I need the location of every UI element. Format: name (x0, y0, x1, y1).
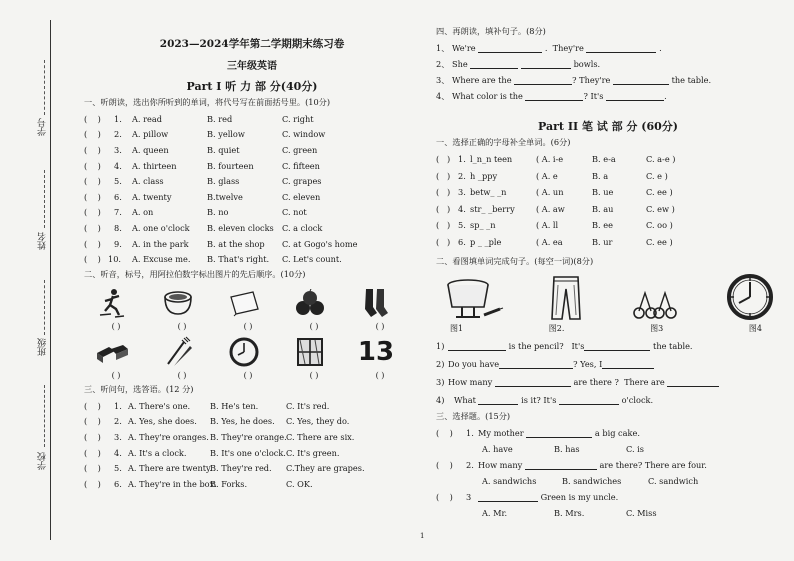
option-a: A. class (132, 176, 164, 187)
options-row (436, 505, 780, 521)
answer-blank[interactable] (606, 91, 664, 101)
option-b: B. au (592, 203, 614, 214)
clock-icon (226, 335, 262, 369)
section-instruction: 三、听问句，选答语。(12 分) (84, 383, 194, 394)
sentence-text: What color is the (452, 91, 523, 101)
school-label: 学校 (38, 452, 48, 470)
option-a: A. They're in the box. (128, 478, 217, 489)
question-number: 5. (458, 220, 466, 231)
question-number: 5. (114, 176, 122, 187)
option-c: C. a-e ) (646, 154, 676, 165)
option-c: C. It's red. (286, 400, 330, 411)
option-b: B.twelve (207, 191, 243, 202)
sentence-text: ? Yes, (573, 359, 597, 369)
picture-answer-row-2 (98, 371, 398, 380)
option-b: B. Mrs. (554, 508, 585, 518)
question-text: are there? There are four. (599, 460, 707, 470)
number-13-icon: 13 (357, 336, 395, 367)
picture-sentence-list (436, 337, 780, 409)
sentence-text: We're (452, 43, 476, 53)
question-row (436, 217, 780, 234)
answer-bracket[interactable]: ( ) (84, 400, 101, 411)
sentence-text: is the pencil? (508, 341, 564, 351)
option-b: B. e-a (592, 154, 616, 165)
question-row (436, 201, 780, 218)
sentence-text: I (599, 359, 603, 369)
question-number: 6. (114, 191, 122, 202)
sentence-text: ? They're (572, 75, 611, 85)
answer-bracket[interactable]: ( ) (243, 321, 253, 331)
option-a: A. queen (132, 144, 169, 155)
fill-line[interactable] (44, 60, 46, 115)
paper-icon (226, 286, 262, 320)
option-c: C. eleven (282, 191, 321, 202)
question-row (84, 445, 420, 461)
part1-title: Part I 听 力 部 分(40分) (186, 80, 318, 93)
picture-row-2 (94, 335, 394, 369)
question-row (84, 398, 420, 414)
option-c: C. at Gogo's home (282, 238, 358, 249)
question-row (436, 88, 780, 104)
answer-bracket[interactable]: ( ) (84, 416, 101, 427)
option-a: A. read (132, 113, 162, 124)
question-number: 2. (466, 460, 474, 470)
fill-sentence-list (436, 40, 780, 104)
answer-bracket[interactable]: ( ) (436, 460, 453, 470)
picture-answer-row-1 (98, 322, 398, 331)
option-b: B. a (592, 170, 609, 181)
sentence-text: What (454, 395, 476, 405)
option-c: C. ew ) (646, 203, 675, 214)
question-number: 2. (114, 129, 122, 140)
answer-bracket[interactable]: ( ) (84, 144, 101, 155)
figure-row (444, 273, 774, 321)
answer-blank[interactable] (478, 43, 542, 53)
question-number: 2) (436, 359, 445, 369)
option-a: A. one o'clock (132, 222, 190, 233)
option-b: B. They're orange. (210, 431, 287, 442)
sentence-text: There are (624, 377, 665, 387)
answer-blank[interactable] (526, 428, 592, 438)
answer-blank[interactable] (602, 359, 654, 369)
option-b: B. ee (592, 220, 613, 231)
option-a: A. twenty (132, 191, 172, 202)
question-number: 3 (466, 492, 472, 502)
option-a: A. sandwichs (482, 476, 537, 486)
answer-bracket[interactable]: ( ) (309, 370, 319, 380)
option-c: C. window (282, 129, 326, 140)
sentence-text: o'clock. (621, 395, 654, 405)
option-c: C. is (626, 444, 644, 454)
option-a: A. Excuse me. (132, 254, 191, 265)
option-b: B. ur (592, 236, 613, 247)
question-number: 1. (466, 428, 474, 438)
option-b: B. no (207, 207, 229, 218)
question-number: 2. (114, 416, 122, 427)
question-number: 6. (114, 478, 122, 489)
question-row (84, 158, 420, 174)
answer-bracket[interactable]: ( ) (436, 203, 451, 214)
question-row (84, 220, 420, 236)
option-c: C. It's green. (286, 447, 340, 458)
answer-blank[interactable] (559, 395, 619, 405)
fill-line[interactable] (44, 385, 46, 447)
answer-bracket[interactable]: ( ) (84, 129, 101, 140)
answer-bracket[interactable]: ( ) (436, 220, 451, 231)
answer-blank[interactable] (495, 377, 571, 387)
section-instruction: 一、听朗读，选出你所听到的单词，将代号写在前面括号里。(10分) (84, 97, 331, 107)
option-b: B. It's one o'clock. (210, 447, 286, 458)
question-number: 8. (114, 222, 122, 233)
option-c: C. e ) (646, 170, 668, 181)
figure-label: 图4 (748, 324, 762, 333)
question-number: 4. (458, 203, 466, 214)
figure-label: 图1 (450, 324, 464, 333)
answer-bracket[interactable]: ( ) (375, 321, 385, 331)
answer-blank[interactable] (499, 359, 573, 369)
figure-label: 图3 (650, 324, 664, 333)
option-a: ( A. aw (536, 203, 565, 214)
blocks-icon (94, 335, 130, 369)
answer-blank[interactable] (478, 395, 518, 405)
question-text: a big cake. (594, 428, 640, 438)
question-row (84, 205, 420, 221)
question-row (84, 414, 420, 430)
answer-blank[interactable] (470, 59, 518, 69)
options-row (436, 473, 780, 489)
option-a: A. have (482, 444, 513, 454)
answer-bracket[interactable]: ( ) (436, 170, 451, 181)
option-b: B. ue (592, 187, 614, 198)
option-b: B. He's ten. (210, 400, 259, 411)
question-row (436, 489, 780, 505)
question-text: How many (478, 460, 523, 470)
answer-bracket[interactable]: ( ) (84, 113, 101, 124)
left-column (84, 34, 420, 492)
name-label: 姓名 (38, 232, 48, 250)
option-b: B. yellow (207, 129, 245, 140)
sentence-text: . (664, 91, 667, 101)
question-row (436, 373, 780, 391)
question-row (436, 168, 780, 185)
answer-bracket[interactable]: ( ) (84, 447, 101, 458)
option-a: A. It's a clock. (128, 447, 187, 458)
answer-bracket[interactable]: ( ) (177, 321, 187, 331)
option-c: C. Miss (626, 508, 657, 518)
question-number: 1. (114, 400, 122, 411)
right-column (436, 24, 780, 521)
fork-knife-icon (160, 335, 196, 369)
question-number: 2. (458, 170, 466, 181)
answer-bracket[interactable]: ( ) (84, 463, 101, 474)
answer-blank[interactable] (667, 377, 719, 387)
option-c: C. right (282, 113, 314, 124)
question-number: 5. (114, 463, 122, 474)
option-a: A. There are twenty. (128, 463, 213, 474)
exam-title: 2023—2024学年第二学期期末练习卷 (159, 38, 345, 50)
listening-response-list (84, 398, 420, 492)
question-row (436, 56, 780, 72)
option-a: A. in the park (132, 238, 189, 249)
question-row (84, 476, 420, 492)
figure-label: 图2. (548, 324, 565, 333)
option-b: B. at the shop (207, 238, 265, 249)
question-row (84, 189, 420, 205)
question-text: Green is my uncle. (540, 492, 619, 502)
section-instruction: 四、再朗读，填补句子。(8分) (436, 26, 546, 36)
options-row (436, 441, 780, 457)
answer-bracket[interactable]: ( ) (177, 370, 187, 380)
question-number: 3. (114, 144, 122, 155)
question-number: 6. (458, 236, 466, 247)
wall-clock-icon (726, 273, 774, 321)
option-c: C. grapes (282, 176, 322, 187)
option-b: B. Yes, he does. (210, 416, 275, 427)
question-row (84, 460, 420, 476)
answer-bracket[interactable]: ( ) (84, 160, 101, 171)
class-label: 班级 (38, 338, 48, 356)
answer-blank[interactable] (525, 91, 583, 101)
answer-blank[interactable] (613, 75, 669, 85)
listening-word-list (84, 111, 420, 267)
exam-subtitle: 三年级英语 (227, 61, 277, 72)
fill-line[interactable] (44, 170, 46, 228)
table-pencil-icon (444, 277, 504, 321)
option-a: ( A. un (536, 187, 564, 198)
question-row (84, 173, 420, 189)
option-b: B. has (554, 444, 580, 454)
option-b: B. glass (207, 176, 240, 187)
oranges-icon (292, 286, 328, 320)
answer-bracket[interactable]: ( ) (84, 238, 101, 249)
question-row (436, 72, 780, 88)
section-instruction: 二、看图填单词完成句子。(每空一词)(8分) (436, 256, 594, 266)
option-b: B. fourteen (207, 160, 254, 171)
picture-row-1 (94, 286, 394, 320)
answer-bracket[interactable]: ( ) (84, 431, 101, 442)
answer-bracket[interactable]: ( ) (436, 154, 451, 165)
student-number-label: 学号 (38, 118, 48, 136)
word-prompt: h _ppy (470, 170, 498, 181)
sentence-text: bowls. (573, 59, 601, 69)
question-row (84, 236, 420, 252)
option-c: C.They are grapes. (286, 463, 365, 474)
question-number: 10. (108, 254, 122, 265)
answer-blank[interactable] (586, 43, 656, 53)
fill-line[interactable] (44, 280, 46, 335)
pants-icon (549, 275, 583, 321)
option-a: ( A. ea (536, 236, 563, 247)
question-row (436, 457, 780, 473)
option-c: C. fifteen (282, 160, 320, 171)
sentence-text: Where are the (452, 75, 512, 85)
answer-bracket[interactable]: ( ) (84, 254, 101, 265)
question-number: 1、 (436, 42, 450, 53)
question-row (436, 355, 780, 373)
question-number: 3、 (436, 74, 450, 85)
answer-blank[interactable] (478, 492, 538, 502)
option-c: C. green (282, 144, 318, 155)
option-a: A. pillow (132, 129, 169, 140)
word-prompt: betw_ _n (470, 187, 507, 198)
section-instruction: 三、选择题。(15分) (436, 411, 511, 421)
option-c: C. Let's count. (282, 254, 342, 265)
question-row (436, 391, 780, 409)
page-number: 1 (420, 532, 425, 540)
word-prompt: sp_ _n (470, 220, 496, 231)
option-c: C. not (282, 207, 307, 218)
binding-margin (0, 0, 78, 561)
answer-blank[interactable] (584, 341, 650, 351)
option-a: A. thirteen (132, 160, 177, 171)
word-prompt: p _ _ple (470, 236, 502, 247)
answer-bracket[interactable]: ( ) (436, 187, 451, 198)
sentence-text: She (452, 59, 468, 69)
question-row (84, 429, 420, 445)
option-c: C. OK. (286, 478, 313, 489)
question-number: 4. (114, 447, 122, 458)
option-a: ( A. i-e (536, 154, 564, 165)
question-row (84, 127, 420, 143)
question-row (436, 234, 780, 251)
answer-bracket[interactable]: ( ) (84, 191, 101, 202)
question-row (436, 337, 780, 355)
answer-bracket[interactable]: ( ) (84, 222, 101, 233)
section-instruction: 二、听音，标号，用阿拉伯数字标出图片的先后顺序。(10分) (84, 268, 306, 279)
word-prompt: str_ _berry (470, 203, 515, 214)
window-icon (292, 335, 328, 369)
binding-line (50, 20, 51, 540)
question-number: 2、 (436, 58, 450, 69)
answer-bracket[interactable]: ( ) (436, 236, 451, 247)
option-c: C. a clock (282, 222, 323, 233)
option-c: C. ee ) (646, 236, 673, 247)
option-a: A. They're oranges. (128, 431, 209, 442)
answer-blank[interactable] (448, 341, 506, 351)
answer-bracket[interactable]: ( ) (84, 207, 101, 218)
option-b: B. They're red. (210, 463, 272, 474)
option-b: B. red (207, 113, 233, 124)
option-b: B. eleven clocks (207, 222, 274, 233)
answer-blank[interactable] (521, 59, 571, 69)
answer-bracket[interactable]: ( ) (243, 370, 253, 380)
option-c: C. Yes, they do. (286, 416, 350, 427)
question-number: 1. (114, 113, 122, 124)
answer-bracket[interactable]: ( ) (436, 428, 453, 438)
sentence-text: ? It's (583, 91, 604, 101)
figure-labels (450, 323, 762, 334)
question-row (84, 111, 420, 127)
option-b: B. That's right. (207, 254, 270, 265)
option-c: C. oo ) (646, 220, 673, 231)
answer-bracket[interactable]: ( ) (375, 370, 385, 380)
option-c: C. There are six. (286, 431, 355, 442)
question-number: 9. (114, 238, 122, 249)
option-c: C. ee ) (646, 187, 673, 198)
multiple-choice-list (436, 425, 780, 521)
sentence-text: It's (571, 341, 585, 351)
answer-bracket[interactable]: ( ) (309, 321, 319, 331)
question-number: 4. (114, 160, 122, 171)
question-number: 1. (458, 154, 466, 165)
question-number: 4) (436, 395, 445, 405)
question-number: 1) (436, 341, 445, 351)
letter-choice-list (436, 151, 780, 250)
cherries-icon (629, 287, 681, 321)
answer-bracket[interactable]: ( ) (436, 492, 453, 502)
option-a: A. on (132, 207, 154, 218)
answer-bracket[interactable]: ( ) (84, 176, 101, 187)
sentence-text: the table. (653, 341, 693, 351)
option-a: ( A. ll (536, 220, 559, 231)
question-text: My mother (478, 428, 524, 438)
sentence-text: How many (448, 377, 493, 387)
option-b: B. sandwiches (562, 476, 622, 486)
question-number: 3) (436, 377, 445, 387)
option-b: B. Forks. (210, 478, 248, 489)
answer-bracket[interactable]: ( ) (111, 370, 121, 380)
option-a: A. Yes, she does. (128, 416, 197, 427)
section-instruction: 一、选择正确的字母补全单词。(6分) (436, 137, 571, 147)
option-b: B. quiet (207, 144, 240, 155)
answer-bracket[interactable]: ( ) (84, 478, 101, 489)
question-row (436, 151, 780, 168)
option-c: C. sandwich (648, 476, 699, 486)
pot-icon (160, 286, 196, 320)
question-row: 1、 We're . They're . (436, 42, 662, 53)
sentence-text: Do you have (448, 359, 500, 369)
part2-title: Part II 笔 试 部 分 (60分) (538, 120, 678, 133)
question-number: 3. (458, 187, 466, 198)
answer-blank[interactable] (514, 75, 572, 85)
question-row (84, 142, 420, 158)
skater-icon (94, 286, 130, 320)
sentence-text: are there ? (573, 377, 619, 387)
answer-blank[interactable] (525, 460, 597, 470)
question-number: 4、 (436, 90, 450, 101)
option-a: ( A. e (536, 170, 558, 181)
option-a: A. Mr. (482, 508, 508, 518)
answer-bracket[interactable]: ( ) (111, 321, 121, 331)
sentence-text: is it? It's (521, 395, 557, 405)
question-row (436, 425, 780, 441)
sentence-text: They're (552, 43, 584, 53)
question-row (84, 251, 420, 267)
socks-icon (358, 286, 394, 320)
sentence-text: the table. (671, 75, 712, 85)
word-prompt: l_n_n teen (470, 154, 513, 165)
question-number: 7. (114, 207, 122, 218)
option-a: A. There's one. (128, 400, 191, 411)
question-row (436, 184, 780, 201)
question-number: 3. (114, 431, 122, 442)
